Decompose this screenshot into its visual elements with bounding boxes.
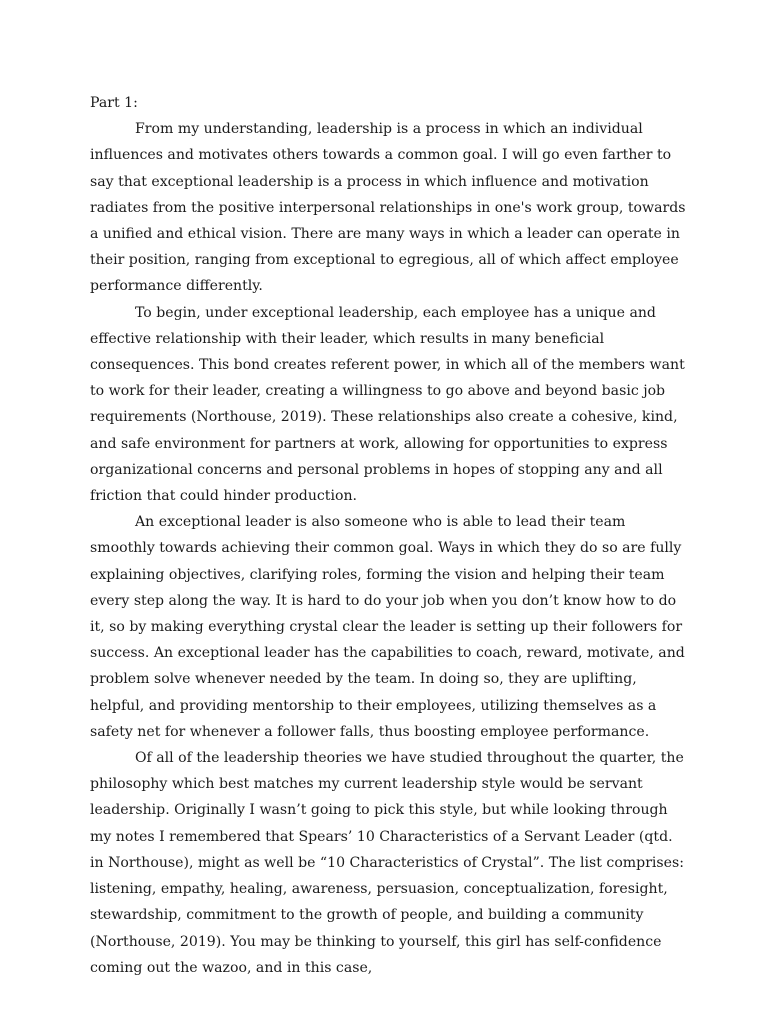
document-page <box>90 90 690 981</box>
paragraph-exceptional-leader: An exceptional leader is also someone who is able to lead their team smoothly towards achieving their common goal. Ways in which they do so are fully explaining objectives, clarifying roles, forming the vision and helping their team every step along the way. It is hard to do your job when you don’t know how to do it, so by making everything crystal clear the leader is setting up their followers for success. An exceptional leader has the capabilities to coach, reward, motivate, and problem solve whenever needed by the team. In doing so, they are uplifting, helpful, and providing mentorship to their employees, utilizing themselves as a safety net for whenever a follower falls, thus boosting employee performance. <box>90 514 685 740</box>
paragraph-relationships: To begin, under exceptional leadership, each employee has a unique and effective relationship with their leader, which results in many beneficial consequences. This bond creates referent power, in which all of the members want to work for their leader, creating a willingness to go above and beyond basic job requirements (Northouse, 2019). These relationships also create a cohesive, kind, and safe environment for partners at work, allowing for opportunities to express organizational concerns and personal problems in hopes of stopping any and all friction that could hinder production. <box>90 304 685 505</box>
paragraph-servant-leadership: Of all of the leadership theories we have studied throughout the quarter, the philosophy which best matches my current leadership style would be servant leadership. Originally I wasn’t going to pick this style, but while looking through my notes I remembered that Spears’ 10 Characteristics of a Servant Leader (qtd. in Northouse), might as well be “10 Characteristics of Crystal”. The list comprises: listening, empathy, healing, awareness, persuasion, conceptualization, foresight, stewardship, commitment to the growth of people, and building a community (Northouse, 2019). You may be thinking to yourself, this girl has self-confidence coming out the wazoo, and in this case, <box>90 750 684 976</box>
section-heading: Part 1: <box>90 95 138 111</box>
paragraph-definition: From my understanding, leadership is a process in which an individual influences and motivates others towards a common goal. I will go even farther to say that exceptional leadership is a process in which influence and motivation radiates from the positive interpersonal relationships in one's work group, towards a unified and ethical vision. There are many ways in which a leader can operate in their position, ranging from exceptional to egregious, all of which affect employee performance differently. <box>90 121 686 295</box>
